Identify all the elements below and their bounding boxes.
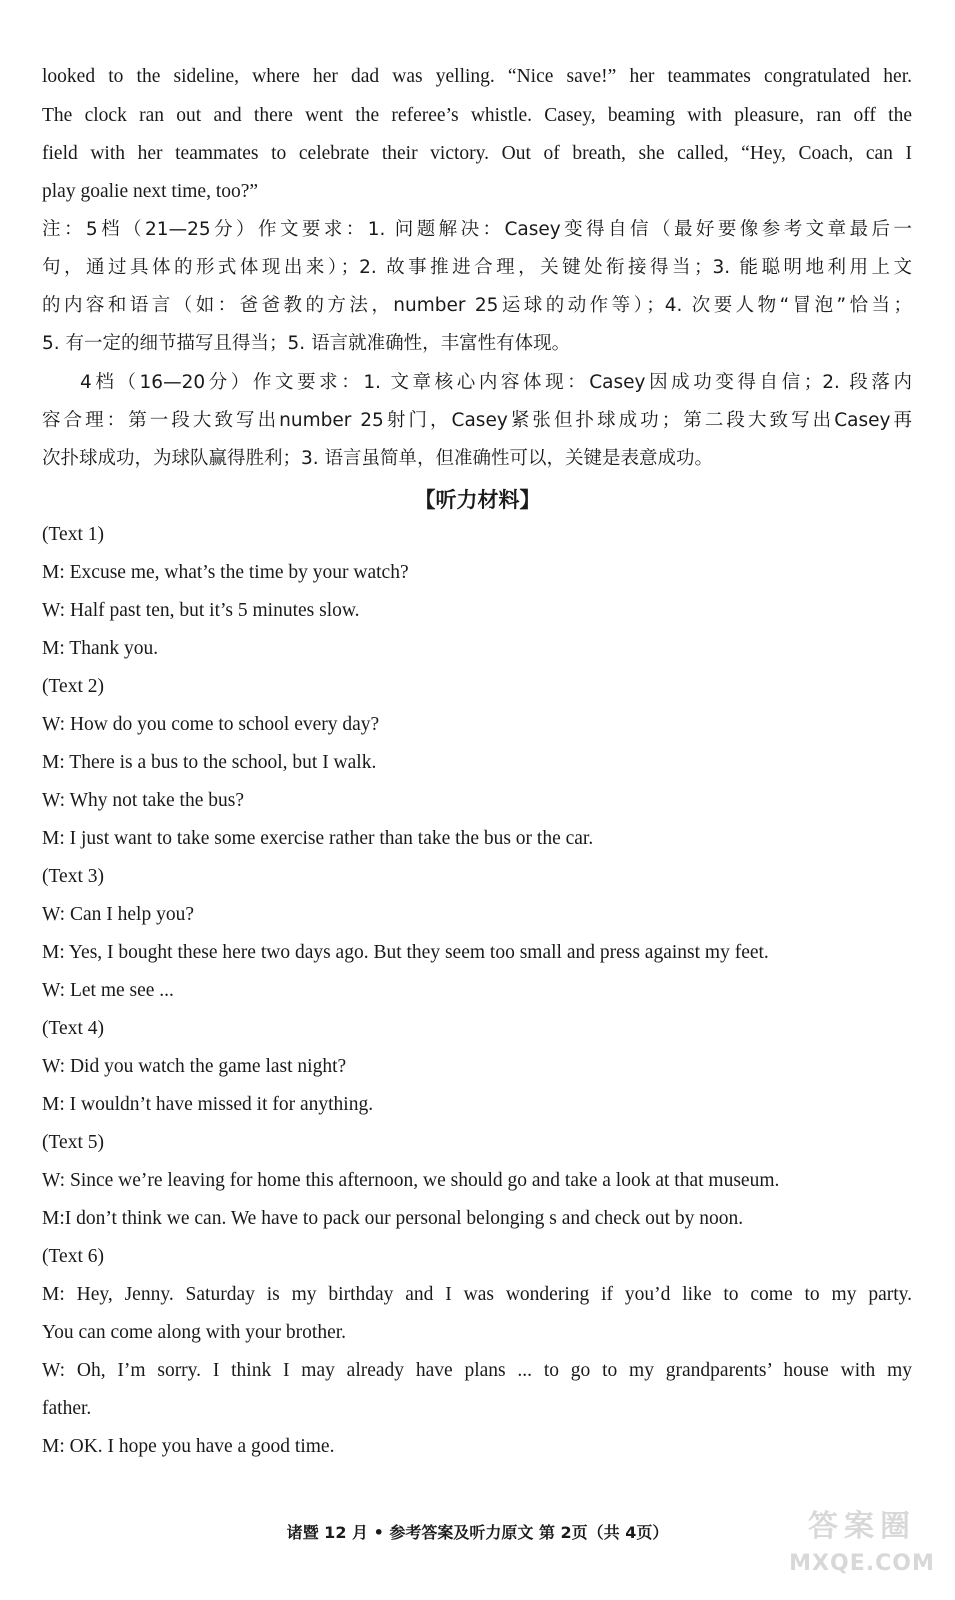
transcript-line: W: Half past ten, but it’s 5 minutes slow. (42, 600, 360, 621)
note4-line-3: 次扑球成功，为球队赢得胜利；3. 语言虽简单，但准确性可以，关键是表意成功。 (42, 448, 714, 469)
transcript-line: W: Why not take the bus? (42, 790, 244, 811)
transcript-line: M:I don’t think we can. We have to pack our personal belonging s and check out by noon. (42, 1208, 744, 1229)
transcript-line: (Text 5) (42, 1132, 104, 1153)
transcript-line: M: Yes, I bought these here two days ago. But they seem too small and press against my feet. (42, 942, 769, 963)
transcript-line: M: Hey, Jenny. Saturday is my birthday and I was wondering if you’d like to come to my party. (42, 1284, 912, 1305)
transcript-line: W: Oh, I’m sorry. I think I may already have plans ... to go to my grandparents’ house with my (42, 1360, 912, 1381)
note5-line-4: 5. 有一定的细节描写且得当；5. 语言就准确性，丰富性有体现。 (42, 333, 571, 354)
transcript-line: W: Since we’re leaving for home this afternoon, we should go and take a look at that museum. (42, 1170, 780, 1191)
transcript-line: M: Thank you. (42, 638, 159, 659)
note4-line-1: 4档（16—20分）作文要求：1. 文章核心内容体现：Casey因成功变得自信；2. 段落内 (80, 372, 912, 393)
transcript-line: M: There is a bus to the school, but I walk. (42, 752, 377, 773)
story-line-4: play goalie next time, too?” (42, 181, 259, 202)
watermark-name: 答案圈 (808, 1509, 916, 1544)
transcript-line: (Text 6) (42, 1246, 104, 1267)
transcript-line: W: Let me see ... (42, 980, 174, 1001)
transcript-line: W: Did you watch the game last night? (42, 1056, 347, 1077)
note5-line-3: 的内容和语言（如：爸爸教的方法，number 25运球的动作等）；4. 次要人物“冒泡”恰当； (42, 295, 912, 316)
story-line-3: field with her teammates to celebrate their victory. Out of breath, she called, “Hey, Coach, can I (42, 143, 912, 164)
transcript-line: M: I just want to take some exercise rather than take the bus or the car. (42, 828, 594, 849)
note5-line-2: 句，通过具体的形式体现出来）；2. 故事推进合理，关键处衔接得当；3. 能聪明地利用上文 (42, 257, 912, 278)
transcript-line: M: Excuse me, what’s the time by your watch? (42, 562, 409, 583)
note5-line-1: 注：5档（21—25分）作文要求：1. 问题解决：Casey变得自信（最好要像参考文章最后一 (42, 219, 912, 240)
transcript-line: father. (42, 1398, 92, 1419)
note4-line-2: 容合理：第一段大致写出number 25射门，Casey紧张但扑球成功；第二段大致写出Casey再 (42, 410, 912, 431)
transcript-line: (Text 3) (42, 866, 104, 887)
transcript-line: W: How do you come to school every day? (42, 714, 380, 735)
story-line-1: looked to the sideline, where her dad was yelling. “Nice save!” her teammates congratulated her. (42, 66, 912, 87)
transcript-line: (Text 4) (42, 1018, 104, 1039)
transcript-line: W: Can I help you? (42, 904, 194, 925)
transcript-line: M: OK. I hope you have a good time. (42, 1436, 335, 1457)
watermark-url: MXQE.COM (789, 1551, 935, 1576)
story-line-2: The clock ran out and there went the referee’s whistle. Casey, beaming with pleasure, ran off the (42, 105, 912, 126)
page-footer: 诸暨 12 月 • 参考答案及听力原文 第 2页（共 4页） (286, 1523, 669, 1542)
watermark-logo (787, 1505, 937, 1595)
transcript-line: You can come along with your brother. (42, 1322, 347, 1343)
transcript-line: (Text 2) (42, 676, 104, 697)
transcript-line: M: I wouldn’t have missed it for anything. (42, 1094, 374, 1115)
transcript-line: (Text 1) (42, 524, 104, 545)
listening-heading: 【听力材料】 (414, 488, 541, 512)
